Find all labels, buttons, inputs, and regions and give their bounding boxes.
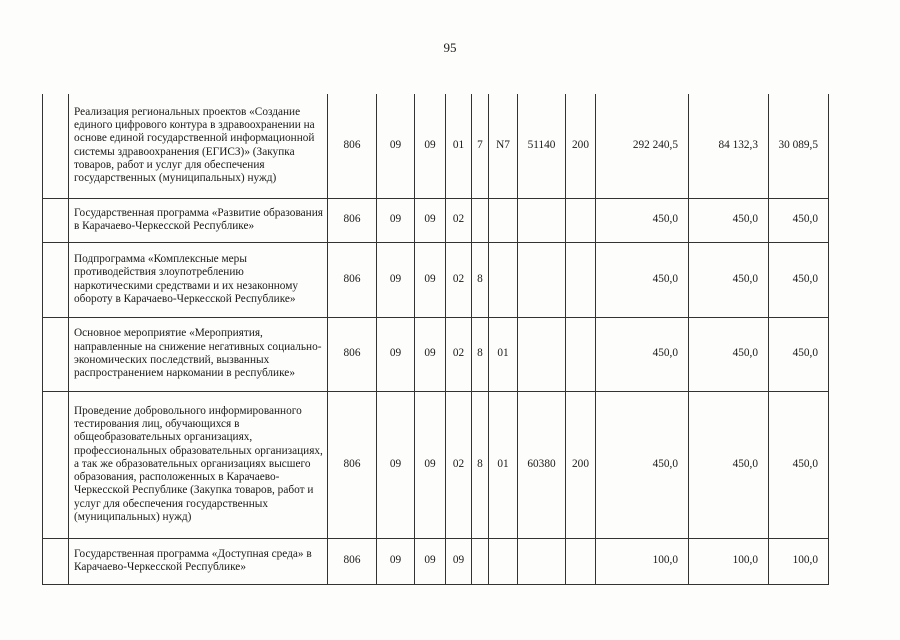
row-number-cell [43, 538, 69, 584]
subsection-code-cell: 09 [415, 391, 446, 538]
amount-2-cell: 450,0 [689, 391, 769, 538]
direction-code-cell [518, 317, 566, 391]
amount-1-cell: 450,0 [596, 198, 689, 242]
subsection-code-cell: 09 [415, 198, 446, 242]
direction-code-cell [518, 242, 566, 317]
amount-2-cell: 100,0 [689, 538, 769, 584]
direction-code-cell: 51140 [518, 94, 566, 198]
section-code-cell: 09 [377, 198, 415, 242]
program-code-cell: 02 [446, 391, 472, 538]
direction-code-cell [518, 198, 566, 242]
page-number: 95 [443, 40, 457, 55]
description-cell: Государственная программа «Доступная среда» в Карачаево-Черкесской Республике» [69, 538, 328, 584]
table-row [43, 391, 829, 538]
ministry-code-cell: 806 [328, 242, 377, 317]
subsection-code-cell: 09 [415, 317, 446, 391]
amount-2-cell: 450,0 [689, 242, 769, 317]
ministry-code-cell: 806 [328, 538, 377, 584]
expense-type-cell [566, 242, 596, 317]
amount-3-cell: 450,0 [769, 391, 829, 538]
ministry-code-cell: 806 [328, 94, 377, 198]
section-code-cell: 09 [377, 538, 415, 584]
ministry-code-cell: 806 [328, 391, 377, 538]
table-row [43, 198, 829, 242]
direction-code-cell [518, 538, 566, 584]
amount-1-cell: 450,0 [596, 317, 689, 391]
amount-1-cell: 100,0 [596, 538, 689, 584]
row-number-cell [43, 317, 69, 391]
amount-3-cell: 100,0 [769, 538, 829, 584]
expense-type-cell: 200 [566, 94, 596, 198]
subsection-code-cell: 09 [415, 538, 446, 584]
budget-table-body [43, 94, 829, 584]
ministry-code-cell: 806 [328, 198, 377, 242]
row-number-cell [43, 94, 69, 198]
expense-type-cell [566, 538, 596, 584]
subprogram-code-cell: 7 [472, 94, 489, 198]
program-code-cell: 09 [446, 538, 472, 584]
description-cell: Подпрограмма «Комплексные меры противодействия злоупотреблению наркотическими средствами и их незаконному обороту в Карачаево-Черкесской Республике» [69, 242, 328, 317]
ministry-code-cell: 806 [328, 317, 377, 391]
subprogram-code-cell [472, 538, 489, 584]
expense-type-cell [566, 198, 596, 242]
table-row [43, 242, 829, 317]
description-cell: Основное мероприятие «Мероприятия, направленные на снижение негативных социально-экономических последствий, вызванных распространением наркомании в республике» [69, 317, 328, 391]
description-cell: Проведение добровольного информированного тестирования лиц, обучающихся в общеобразовательных организациях, профессиональных образовательных организациях, а так же образовательных организациях высшего образования, расположенных в Карачаево-Черкесской Республике (Закупка товаров, работ и услуг для обеспечения государственных (муниципальных) нужд) [69, 391, 328, 538]
subprogram-code-cell [472, 198, 489, 242]
row-number-cell [43, 391, 69, 538]
subsection-code-cell: 09 [415, 94, 446, 198]
amount-3-cell: 450,0 [769, 317, 829, 391]
table-row [43, 538, 829, 584]
description-cell: Государственная программа «Развитие образования в Карачаево-Черкесской Республике» [69, 198, 328, 242]
measure-code-cell [489, 198, 518, 242]
subprogram-code-cell: 8 [472, 317, 489, 391]
description-cell: Реализация региональных проектов «Создание единого цифрового контура в здравоохранении на основе единой государственной информационной системы здравоохранения (ЕГИСЗ)» (Закупка товаров, работ и услуг для обеспечения государственных (муниципальных) нужд) [69, 94, 328, 198]
row-number-cell [43, 242, 69, 317]
amount-1-cell: 292 240,5 [596, 94, 689, 198]
amount-2-cell: 84 132,3 [689, 94, 769, 198]
table-row [43, 94, 829, 198]
program-code-cell: 02 [446, 198, 472, 242]
subsection-code-cell: 09 [415, 242, 446, 317]
program-code-cell: 02 [446, 317, 472, 391]
section-code-cell: 09 [377, 391, 415, 538]
section-code-cell: 09 [377, 317, 415, 391]
subprogram-code-cell: 8 [472, 391, 489, 538]
expense-type-cell [566, 317, 596, 391]
section-code-cell: 09 [377, 94, 415, 198]
table-row [43, 317, 829, 391]
amount-1-cell: 450,0 [596, 242, 689, 317]
program-code-cell: 01 [446, 94, 472, 198]
direction-code-cell: 60380 [518, 391, 566, 538]
measure-code-cell [489, 538, 518, 584]
measure-code-cell: N7 [489, 94, 518, 198]
amount-3-cell: 30 089,5 [769, 94, 829, 198]
expense-type-cell: 200 [566, 391, 596, 538]
program-code-cell: 02 [446, 242, 472, 317]
amount-2-cell: 450,0 [689, 317, 769, 391]
amount-1-cell: 450,0 [596, 391, 689, 538]
measure-code-cell: 01 [489, 391, 518, 538]
amount-2-cell: 450,0 [689, 198, 769, 242]
measure-code-cell [489, 242, 518, 317]
section-code-cell: 09 [377, 242, 415, 317]
measure-code-cell: 01 [489, 317, 518, 391]
amount-3-cell: 450,0 [769, 242, 829, 317]
budget-table [42, 94, 829, 585]
row-number-cell [43, 198, 69, 242]
amount-3-cell: 450,0 [769, 198, 829, 242]
subprogram-code-cell: 8 [472, 242, 489, 317]
